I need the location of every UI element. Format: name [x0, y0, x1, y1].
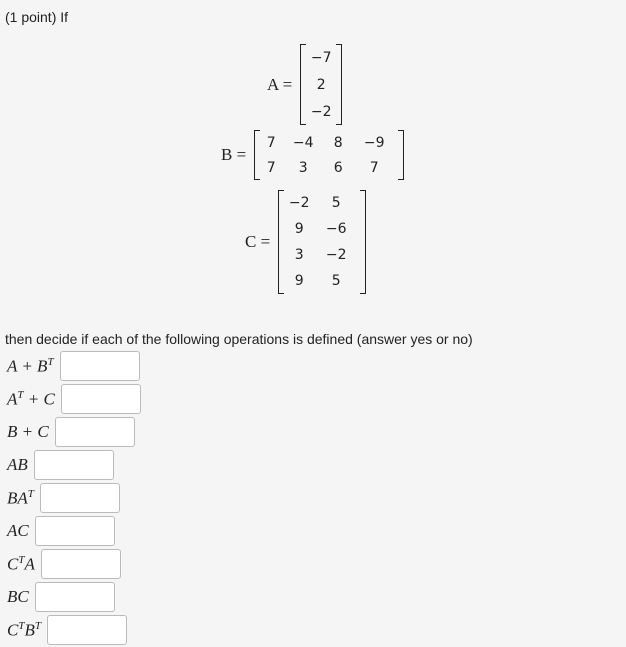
operation-base: B + C	[7, 422, 49, 441]
operation-base: AB	[7, 455, 28, 474]
instruction-text: then decide if each of the following operations is defined (answer yes or no)	[5, 331, 473, 347]
operation-label	[7, 422, 49, 442]
matrix-b-cell: 8	[333, 134, 343, 151]
answer-input[interactable]	[47, 615, 127, 645]
operation-superscript: T	[18, 619, 25, 632]
matrix-c-cell: 9	[294, 221, 304, 237]
operation-base: C	[7, 620, 19, 640]
matrix-a-equation	[267, 44, 342, 125]
operation-row	[7, 582, 115, 612]
matrix-a-cell: 2	[316, 76, 326, 93]
matrix-a-cell: −7	[310, 49, 332, 66]
answer-input[interactable]	[60, 351, 140, 381]
operation-row	[7, 549, 121, 579]
matrix-c-cell: 5	[331, 273, 341, 289]
operation-row	[7, 483, 120, 513]
problem-intro: (1 point) If	[5, 9, 69, 25]
operation-base: AC	[7, 521, 29, 540]
matrix-b-label: B =	[221, 145, 247, 164]
answer-input[interactable]	[35, 582, 115, 612]
operation-superscript: T	[34, 619, 41, 632]
operation-superscript: T	[27, 487, 34, 500]
matrix-c-equation	[245, 190, 366, 294]
operation-superscript: T	[47, 355, 54, 368]
matrix-c-cell: 5	[331, 195, 341, 211]
operation-label	[7, 356, 54, 377]
matrix-c-cell: 3	[294, 247, 304, 263]
operation-row	[7, 615, 127, 645]
operation-label	[7, 521, 29, 541]
matrix-c-cell: −2	[288, 195, 310, 211]
matrix-b-cell: 7	[266, 159, 276, 176]
operation-row	[7, 384, 141, 414]
operation-tail: B	[24, 620, 35, 640]
operation-row	[7, 417, 135, 447]
answer-input[interactable]	[35, 516, 115, 546]
answer-input[interactable]	[41, 549, 121, 579]
matrix-c-cell: −6	[325, 221, 347, 237]
operation-base: BC	[7, 587, 29, 606]
operation-label	[7, 389, 55, 410]
matrix-b	[254, 130, 404, 180]
matrix-b-cell: 6	[333, 159, 343, 176]
matrix-a-cell: −2	[310, 103, 332, 120]
operation-superscript: T	[18, 553, 25, 566]
operation-base: A + B	[7, 356, 48, 376]
matrix-b-cell: 3	[298, 159, 308, 176]
operation-base: A	[7, 389, 18, 409]
answer-input[interactable]	[61, 384, 141, 414]
matrix-b-cell: −4	[292, 134, 314, 151]
matrix-c	[278, 190, 366, 294]
operation-tail: A	[24, 554, 35, 574]
matrix-c-cell: −2	[325, 247, 347, 263]
operation-superscript: T	[17, 388, 24, 401]
answer-input[interactable]	[55, 417, 135, 447]
operation-row	[7, 351, 140, 381]
matrix-a	[300, 44, 342, 125]
matrix-c-cell: 9	[294, 273, 304, 289]
matrix-b-cell: 7	[369, 159, 379, 176]
operation-row	[7, 516, 115, 546]
operation-label	[7, 488, 34, 509]
matrix-c-label: C =	[245, 232, 271, 251]
matrix-b-cell: −9	[363, 134, 385, 151]
matrix-b-equation	[221, 130, 404, 180]
operation-label	[7, 554, 35, 575]
matrix-b-cell: 7	[266, 134, 276, 151]
operation-label	[7, 455, 28, 475]
answer-input[interactable]	[40, 483, 120, 513]
operation-row	[7, 450, 114, 480]
matrix-a-label: A =	[267, 74, 293, 94]
operation-base: C	[7, 554, 19, 574]
operation-tail: + C	[23, 389, 55, 409]
operation-base: BA	[7, 488, 28, 508]
operation-label	[7, 587, 29, 607]
operation-label	[7, 620, 41, 641]
answer-input[interactable]	[34, 450, 114, 480]
